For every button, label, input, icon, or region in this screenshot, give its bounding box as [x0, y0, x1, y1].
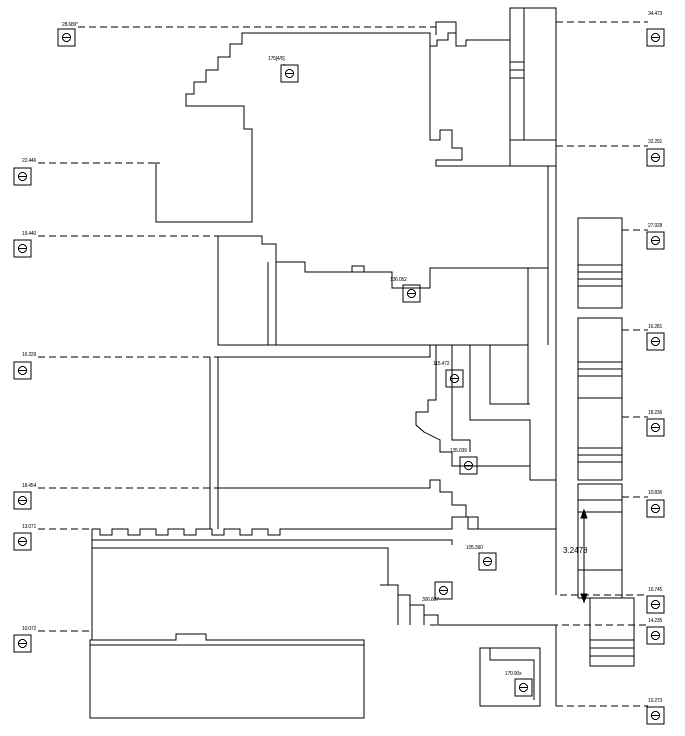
level-symbol	[446, 370, 463, 387]
level-symbol	[647, 333, 664, 350]
right-tower	[510, 8, 556, 166]
level-label: 19.440	[22, 231, 37, 237]
level-lines-right	[430, 22, 648, 706]
level-symbol	[281, 65, 298, 82]
upper-roof-outline	[156, 22, 510, 222]
level-symbol	[14, 533, 31, 550]
level-symbol	[479, 553, 496, 570]
level-label: 10.836	[648, 490, 663, 496]
level-label: 10.072	[22, 626, 37, 632]
level-label: 32.291	[648, 139, 663, 145]
right-stack-modules	[578, 218, 634, 666]
level-label: 18.454	[22, 483, 37, 489]
leader-lines	[284, 64, 406, 285]
right-wall-spine	[548, 166, 556, 595]
level-label: 115.472	[433, 361, 450, 367]
level-symbol	[14, 492, 31, 509]
level-symbol	[647, 500, 664, 517]
level-label: 16.281	[648, 324, 663, 330]
level-symbols	[14, 29, 664, 724]
level-symbol	[647, 29, 664, 46]
level-label: 18.236	[648, 410, 663, 416]
level-symbol	[14, 168, 31, 185]
third-level-block	[210, 345, 556, 529]
level-label: 16.745	[648, 587, 663, 593]
level-symbol	[14, 362, 31, 379]
level-label: 13.071	[22, 524, 37, 530]
level-label: 16.329	[22, 352, 37, 358]
level-label: 175[4/5]	[268, 56, 285, 62]
level-symbol	[647, 596, 664, 613]
level-symbol	[515, 679, 532, 696]
level-label: 306.607	[422, 597, 439, 603]
level-label: 34.473	[648, 11, 663, 17]
level-symbol	[647, 232, 664, 249]
level-symbol	[14, 240, 31, 257]
level-label: 135.039	[450, 448, 467, 454]
level-symbol	[58, 29, 75, 46]
dimension-text: 3.2478	[563, 546, 588, 555]
level-label: 22.446	[22, 158, 37, 164]
bottom-slab	[90, 634, 364, 718]
level-symbol	[647, 627, 664, 644]
level-label: 14.235	[648, 618, 663, 624]
level-label: 10.273	[648, 698, 663, 704]
level-label: 136.052	[390, 277, 407, 283]
level-label: 27.928	[648, 223, 663, 229]
fourth-level-block	[218, 480, 556, 529]
lower-block	[92, 517, 556, 640]
bottom-right-box	[480, 625, 556, 706]
level-label: 170.90x	[505, 671, 522, 677]
level-symbol	[647, 419, 664, 436]
dimension-3-2478	[581, 510, 587, 602]
level-symbol	[14, 635, 31, 652]
level-symbol	[647, 149, 664, 166]
level-label: 105.390	[466, 545, 483, 551]
second-level-block	[218, 236, 548, 345]
level-symbol	[647, 707, 664, 724]
level-label: 28.689*	[62, 22, 78, 28]
